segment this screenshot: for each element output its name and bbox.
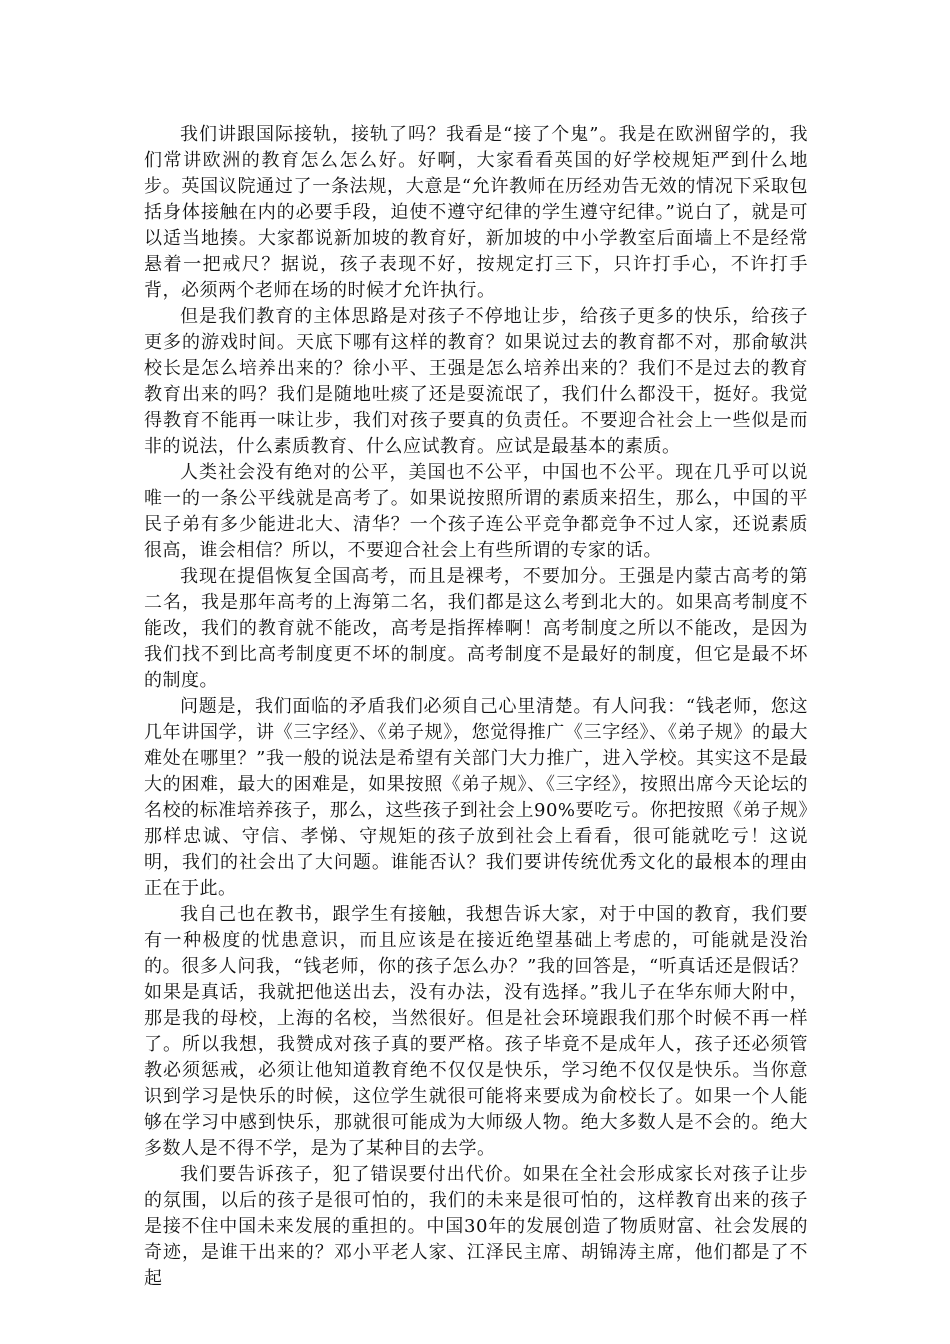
paragraph: 我们讲跟国际接轨，接轨了吗？我看是“接了个鬼”。我是在欧洲留学的，我们常讲欧洲的教育怎么怎么好。好啊，大家看看英国的好学校规矩严到什么地步。英国议院通过了一条法规，大意是“允许教师在历经劝告无效的情况下采取包括身体接触在内的必要手段，迫使不遵守纪律的学生遵守纪律。”说白了，就是可以适当地揍。大家都说新加坡的教育好，新加坡的中小学教室后面墙上不是经常悬着一把戒尺？据说，孩子表现不好，按规定打三下，只许打手心，不许打手背，必须两个老师在场的时候才允许执行。 — [144, 124, 808, 301]
paragraph: 我现在提倡恢复全国高考，而且是裸考，不要加分。王强是内蒙古高考的第二名，我是那年高考的上海第二名，我们都是这么考到北大的。如果高考制度不能改，我们的教育就不能改，高考是指挥棒啊！高考制度之所以不能改，是因为我们找不到比高考制度更不坏的制度。高考制度不是最好的制度，但它是最不坏的制度。 — [144, 566, 808, 691]
document-body — [144, 122, 808, 1292]
paragraph: 人类社会没有绝对的公平，美国也不公平，中国也不公平。现在几乎可以说唯一的一条公平线就是高考了。如果说按照所谓的素质来招生，那么，中国的平民子弟有多少能进北大、清华？一个孩子连公平竞争都竞争不过人家，还说素质很高，谁会相信？所以，不要迎合社会上有些所谓的专家的话。 — [144, 462, 808, 561]
paragraph: 我自己也在教书，跟学生有接触，我想告诉大家，对于中国的教育，我们要有一种极度的忧患意识，而且应该是在接近绝望基础上考虑的，可能就是没治的。很多人问我，“钱老师，你的孩子怎么办？”我的回答是，“听真话还是假话？如果是真话，我就把他送出去，没有办法，没有选择。”我儿子在华东师大附中，那是我的母校，上海的名校，当然很好。但是社会环境跟我们那个时候不再一样了。所以我想，我赞成对孩子真的要严格。孩子毕竟不是成年人，孩子还必须管教必须惩戒，必须让他知道教育绝不仅仅是快乐，学习绝不仅仅是快乐。当你意识到学习是快乐的时候，这位学生就很可能将来要成为俞校长了。如果一个人能够在学习中感到快乐，那就很可能成为大师级人物。绝大多数人是不会的。绝大多数人是不得不学，是为了某种目的去学。 — [144, 904, 808, 1159]
paragraph: 但是我们教育的主体思路是对孩子不停地让步，给孩子更多的快乐，给孩子更多的游戏时间。天底下哪有这样的教育？如果说过去的教育都不对，那俞敏洪校长是怎么培养出来的？徐小平、王强是怎么培养出来的？我们不是过去的教育教育出来的吗？我们是随地吐痰了还是耍流氓了，我们什么都没干，挺好。我觉得教育不能再一味让步，我们对孩子要真的负责任。不要迎合社会上一些似是而非的说法，什么素质教育、什么应试教育。应试是最基本的素质。 — [144, 306, 808, 457]
paragraph: 问题是，我们面临的矛盾我们必须自己心里清楚。有人问我：“钱老师，您这几年讲国学，讲《三字经》、《弟子规》，您觉得推广《三字经》、《弟子规》的最大难处在哪里？”我一般的说法是希望有关部门大力推广，进入学校。其实这不是最大的困难，最大的困难是，如果按照《弟子规》、《三字经》，按照出席今天论坛的名校的标准培养孩子，那么，这些孩子到社会上90%要吃亏。你把按照《弟子规》那样忠诚、守信、孝悌、守规矩的孩子放到社会上看看，很可能就吃亏！这说明，我们的社会出了大问题。谁能否认？我们要讲传统优秀文化的最根本的理由正在于此。 — [144, 696, 808, 899]
paragraph: 我们要告诉孩子，犯了错误要付出代价。如果在全社会形成家长对孩子让步的氛围，以后的孩子是很可怕的，我们的未来是很可怕的，这样教育出来的孩子是接不住中国未来发展的重担的。中国30年的发展创造了物质财富、社会发展的奇迹，是谁干出来的？邓小平老人家、江泽民主席、胡锦涛主席，他们都是了不起 — [144, 1164, 808, 1289]
